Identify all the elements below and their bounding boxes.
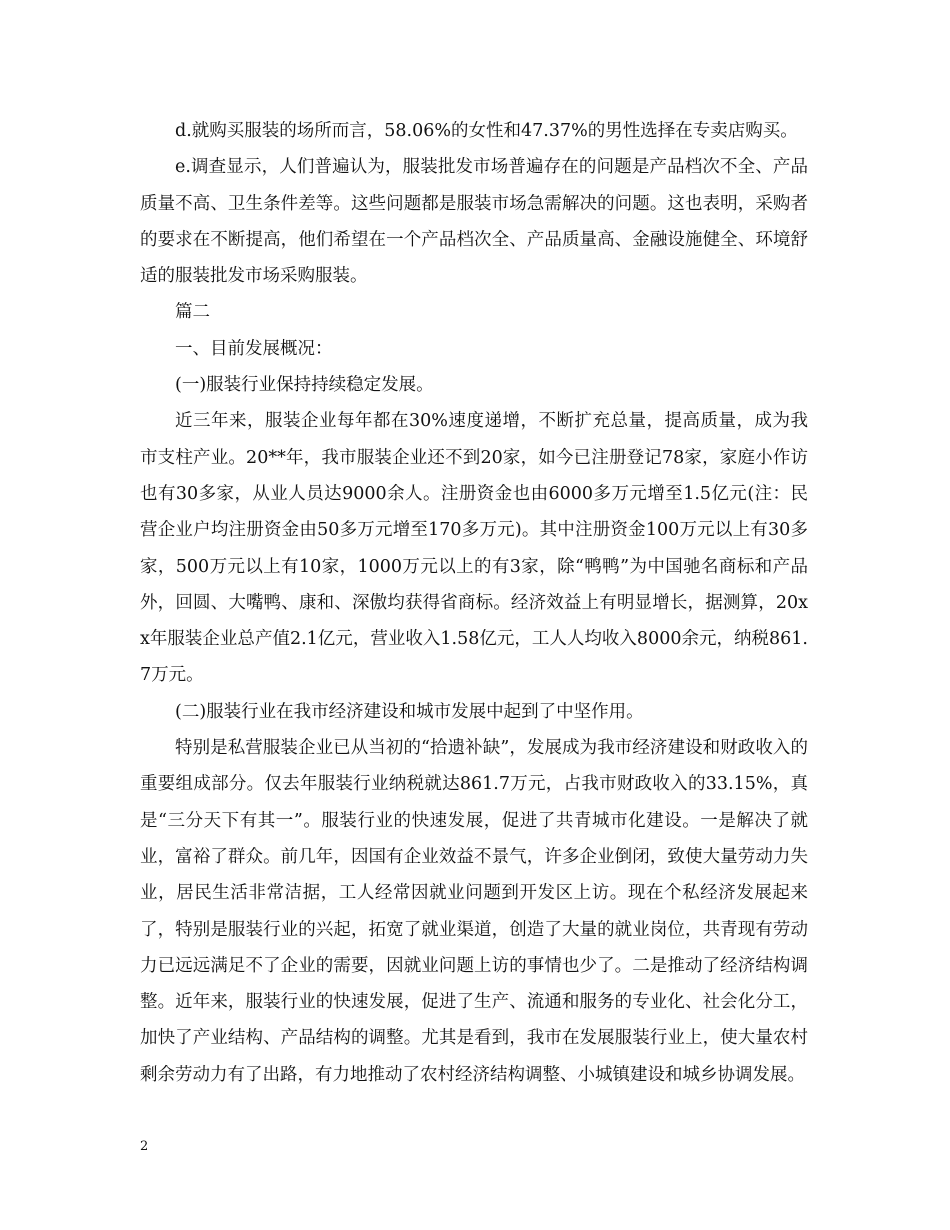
subheading-steady-development: (一)服装行业保持持续稳定发展。 [175, 375, 434, 396]
section-heading-part-two: 篇二 [175, 302, 210, 323]
heading-development-overview: 一、目前发展概况： [175, 338, 333, 359]
paragraph-survey-findings: e.调查显示，人们普遍认为，服装批发市场普遍存在的问题是产品档次不全、产品质量不高、卫生条件差等。这些问题都是服装市场急需解决的问题。这也表明，采购者的要求在不断提高，他们希望在一个产品档次全、产品质量高、金融设施健全、环境舒适的服装批发市场采购服装。 [140, 157, 808, 287]
page-number: 2 [140, 1139, 149, 1154]
document-body [140, 113, 808, 1093]
subheading-core-role: (二)服装行业在我市经济建设和城市发展中起到了中坚作用。 [175, 701, 644, 722]
paragraph-economic-role: 特别是私营服装企业已从当初的“拾遗补缺”，发展成为我市经济建设和财政收入的重要组成部分。仅去年服装行业纳税就达861.7万元，占我市财政收入的33.15%，真是“三分天下有其一”。服装行业的快速发展，促进了共青城市化建设。一是解决了就业，富裕了群众。前几年，因国有企业效益不景气，许多企业倒闭，致使大量劳动力失业，居民生活非常洁据，工人经常因就业问题到开发区上访。现在个私经济发展起来了，特别是服装行业的兴起，拓宽了就业渠道，创造了大量的就业岗位，共青现有劳动力已远远满足不了企业的需要，因就业问题上访的事情也少了。二是推动了经济结构调整。近年来，服装行业的快速发展，促进了生产、流通和服务的专业化、社会化分工，加快了产业结构、产品结构的调整。尤其是看到，我市在发展服装行业上，使大量农村剩余劳动力有了出路，有力地推动了农村经济结构调整、小城镇建设和城乡协调发展。 [140, 738, 808, 1085]
paragraph-growth-statistics: 近三年来，服装企业每年都在30%速度递增，不断扩充总量，提高质量，成为我市支柱产业。20**年，我市服装企业还不到20家，如今已注册登记78家，家庭小作访也有30多家，从业人员达9000余人。注册资金也由6000多万元增至1.5亿元(注：民营企业户均注册资金由50多万元增至170多万元)。其中注册资金100万元以上有30多家，500万元以上有10家，1000万元以上的有3家，除“鸭鸭”为中国驰名商标和产品外，回圆、大嘴鸭、康和、深傲均获得省商标。经济效益上有明显增长，据测算，20xx年服装企业总产值2.1亿元，营业收入1.58亿元，工人人均收入8000余元，纳税861.7万元。 [140, 411, 808, 686]
paragraph-shopping-venue: d.就购买服装的场所而言，58.06%的女性和47.37%的男性选择在专卖店购买。 [175, 121, 798, 141]
